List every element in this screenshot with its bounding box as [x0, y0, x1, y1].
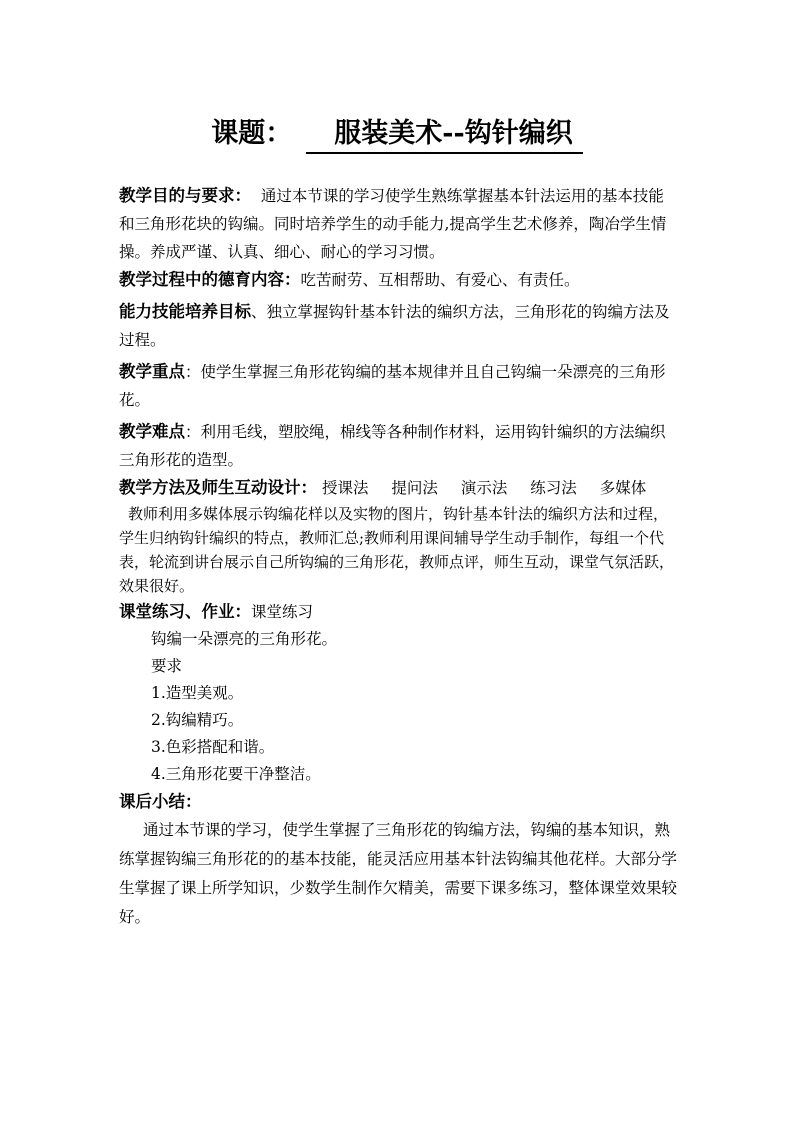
objectives-section [119, 182, 679, 266]
method-item: 演示法 [460, 479, 508, 497]
exercise-label-tail: 课堂练习 [251, 603, 314, 621]
methods-description: 教师利用多媒体展示钩编花样以及实物的图片，钩针基本针法的编织方法和过程，学生归纳钩针编织的特点，教师汇总;教师利用课间辅导学生动手制作，每组一个代表，轮流到讲台展示自己所钩编的三角形花，教师点评，师生互动，课堂气氛活跃，效果很好。 [119, 505, 675, 595]
exercise-label: 课堂练习、作业： [119, 602, 251, 621]
summary-section [119, 788, 679, 816]
requirements-label: 要求 [151, 657, 183, 675]
requirement-item: 4.三角形花要干净整洁。 [151, 765, 321, 783]
difficulty-section [119, 418, 679, 474]
summary-text: 通过本节课的学习，使学生掌握了三角形花的钩编方法，钩编的基本知识，熟练掌握钩编三角形花的的基本技能，能灵活应用基本针法钩编其他花样。大部分学生掌握了课上所学知识，少数学生制作欠精美，需要下课多练习，整体课堂效果较好。 [119, 821, 678, 926]
moral-label: 教学过程中的德育内容： [119, 270, 301, 289]
method-item: 多媒体 [599, 479, 647, 497]
objectives-label: 教学目的与要求： [119, 186, 251, 205]
title-topic: 服装美术--钩针编织 [306, 116, 582, 154]
page-title [0, 114, 794, 154]
methods-section [119, 474, 679, 502]
key-point-section [119, 358, 679, 414]
key-point-label: 教学重点 [119, 362, 185, 381]
ability-text: 、独立掌握钩针基本针法的编织方法，三角形花的钩编方法及过程。 [119, 303, 670, 349]
exercise-section [119, 598, 679, 626]
moral-text: 吃苦耐劳、互相帮助、有爱心、有责任。 [300, 271, 580, 289]
objectives-text: 通过本节课的学习使学生熟练掌握基本针法运用的基本技能和三角形花块的钩编。同时培养学生的动手能力,提高学生艺术修养，陶冶学生情操。养成严谨、认真、细心、耐心的学习习惯。 [119, 187, 667, 261]
key-point-text: ：使学生掌握三角形花钩编的基本规律并且自己钩编一朵漂亮的三角形花。 [119, 363, 666, 409]
requirement-item: 1.造型美观。 [151, 684, 244, 702]
difficulty-label: 教学难点 [119, 422, 185, 441]
ability-label: 能力技能培养目标 [119, 302, 251, 321]
methods-label: 教学方法及师生互动设计： [119, 478, 317, 497]
requirement-item: 2.钩编精巧。 [151, 711, 244, 729]
method-item: 授课法 [321, 479, 369, 497]
title-label: 课题： [211, 118, 293, 149]
method-item: 提问法 [391, 479, 438, 497]
difficulty-text: ：利用毛线，塑胶绳，棉线等各种制作材料，运用钩针编织的方法编织三角形花的造型。 [119, 423, 666, 469]
method-item: 练习法 [530, 479, 577, 497]
moral-section [119, 266, 679, 294]
ability-section [119, 298, 679, 354]
summary-label: 课后小结： [119, 792, 202, 811]
exercise-task: 钩编一朵漂亮的三角形花。 [151, 630, 338, 648]
requirement-item: 3.色彩搭配和谐。 [151, 738, 275, 756]
lesson-content [119, 182, 679, 932]
